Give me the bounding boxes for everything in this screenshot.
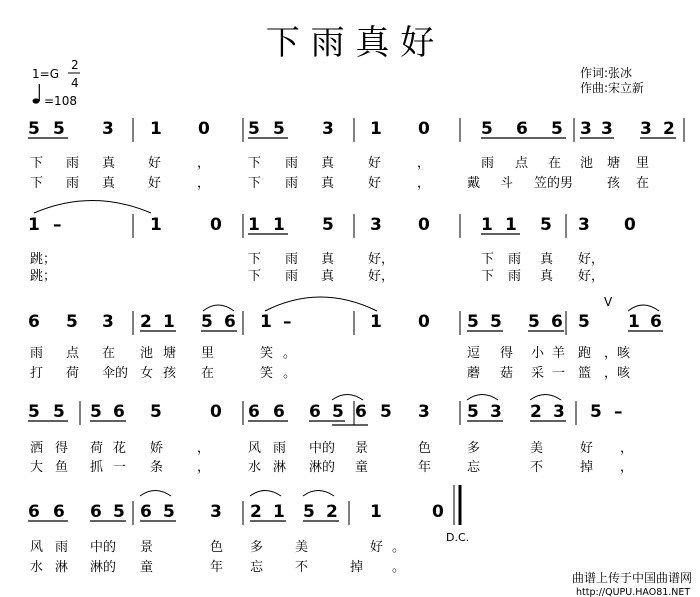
- note: 3: [578, 215, 590, 235]
- lyric: 雨: [481, 156, 495, 171]
- lyric: 色: [418, 441, 432, 456]
- lyric: 。: [392, 540, 406, 555]
- lyric: 下: [481, 269, 495, 284]
- note: 0: [210, 215, 222, 235]
- note: 5: [53, 119, 65, 139]
- lyrics-verse-1: [30, 155, 649, 171]
- lyrics-verse-1: [30, 440, 633, 456]
- slur: [140, 491, 171, 497]
- lyric: 淋: [55, 560, 69, 575]
- note: 6: [140, 502, 152, 522]
- note: 5: [163, 502, 175, 522]
- note: 0: [418, 119, 430, 139]
- lyric: 真: [102, 156, 116, 171]
- lyric: 景: [140, 540, 154, 555]
- slur: [467, 395, 498, 401]
- note: 6: [224, 312, 236, 332]
- lyric: 塘: [163, 346, 177, 361]
- note: 6: [355, 402, 367, 422]
- note: 5: [467, 402, 479, 422]
- tie: [34, 201, 151, 214]
- note: 5: [528, 312, 540, 332]
- source-url: http://QUPU.HAO81.NET: [576, 587, 691, 597]
- time-signature-bottom: 4: [71, 76, 79, 90]
- lyric: 里: [201, 346, 215, 361]
- note: 1: [273, 502, 285, 522]
- lyric: 下: [248, 269, 262, 284]
- lyric: 下: [481, 252, 495, 267]
- note: 5: [578, 312, 590, 332]
- lyric: 戴: [467, 176, 481, 191]
- lyric: 真: [321, 176, 335, 191]
- note: 0: [198, 119, 210, 139]
- note: 5: [332, 402, 344, 422]
- lyric: 菇: [500, 366, 514, 381]
- lyric: 蘑: [467, 366, 481, 381]
- tie: [265, 297, 377, 311]
- lyric: 孩: [607, 176, 621, 191]
- note: 6: [650, 312, 662, 332]
- lyric: 逗: [467, 346, 481, 361]
- note: 5: [303, 502, 315, 522]
- note: 5: [248, 119, 260, 139]
- lyrics-verse-1: [30, 252, 604, 267]
- note: 5: [53, 402, 65, 422]
- lyric: 采: [531, 366, 545, 381]
- note: 5: [28, 402, 40, 422]
- lyric: 好，: [368, 252, 395, 267]
- system-4: [28, 395, 633, 476]
- slur: [628, 305, 659, 311]
- lyrics-verse-1: [30, 539, 405, 555]
- lyric: 真: [321, 269, 335, 284]
- lyric: ，: [620, 460, 634, 475]
- lyric: 伞的: [102, 366, 129, 381]
- lyric: 下: [248, 252, 262, 267]
- lyric: ，咳: [604, 346, 631, 361]
- lyric: 笑: [260, 346, 274, 361]
- lyric: 多: [250, 540, 264, 555]
- note: 1: [248, 215, 260, 235]
- lyric: 雨: [66, 156, 80, 171]
- lyric: 淋的: [309, 460, 336, 475]
- lyric: 池: [580, 156, 594, 171]
- lyric: 。: [283, 366, 297, 381]
- note: 0: [624, 215, 636, 235]
- lyric: 抓: [90, 460, 104, 475]
- note: 5: [467, 312, 479, 332]
- note: 1: [150, 119, 162, 139]
- lyric: 不: [530, 460, 544, 475]
- lyric: 风: [248, 441, 262, 456]
- lyric: 真: [321, 252, 335, 267]
- note: 3: [490, 402, 502, 422]
- note: 0: [432, 502, 444, 522]
- lyric: 斗: [500, 176, 514, 191]
- lyric: 娇: [150, 441, 164, 456]
- note: 5: [150, 402, 162, 422]
- lyric: ，: [417, 176, 431, 191]
- lyric: 童: [140, 560, 154, 575]
- note: 3: [580, 119, 592, 139]
- lyric: 跑: [578, 346, 592, 361]
- lyric: 洒: [30, 441, 44, 456]
- lyric: 雨: [273, 441, 287, 456]
- lyric: 多: [467, 441, 481, 456]
- lyric: 真: [102, 176, 116, 191]
- lyric: 好: [370, 540, 384, 555]
- song-title: 下 雨 真 好: [265, 23, 435, 63]
- note: 5: [90, 402, 102, 422]
- note: 5: [66, 312, 78, 332]
- note: 3: [102, 119, 114, 139]
- lyric: 雨: [285, 252, 299, 267]
- note: 5: [590, 402, 602, 422]
- lyric: 好，: [578, 252, 605, 267]
- lyric: 条: [150, 460, 164, 475]
- lyric: 下: [30, 156, 44, 171]
- lyric: 雨: [508, 252, 522, 267]
- lyric: ，: [197, 441, 211, 456]
- time-signature-top: 2: [71, 58, 79, 72]
- note: 5: [551, 119, 563, 139]
- note: 6: [28, 312, 40, 332]
- lyric: 跳；: [30, 269, 57, 284]
- lyric: 雨: [285, 156, 299, 171]
- lyric: 。: [283, 346, 297, 361]
- lyric: 好: [368, 176, 382, 191]
- note: 1: [628, 312, 640, 332]
- note: 1: [505, 215, 517, 235]
- lyric: 雨: [55, 540, 69, 555]
- note: 1: [28, 215, 40, 235]
- barlines: [133, 485, 460, 525]
- note: –: [614, 402, 623, 422]
- lyricist: 作词:张冰: [580, 66, 633, 80]
- note: 5: [380, 402, 392, 422]
- note: 3: [601, 119, 613, 139]
- lyric: 忘: [467, 460, 481, 475]
- lyric: 在: [548, 156, 562, 171]
- lyric: 不: [295, 560, 309, 575]
- note: 5: [322, 215, 334, 235]
- lyric: 雨: [30, 346, 44, 361]
- system-1: [28, 118, 684, 191]
- lyric: 池: [140, 346, 154, 361]
- lyric: 掉: [580, 460, 594, 475]
- note: 6: [309, 402, 321, 422]
- lyric: 忘: [250, 560, 264, 575]
- note: 6: [90, 502, 102, 522]
- note: 1: [273, 215, 285, 235]
- lyric: 笠的男: [534, 176, 574, 191]
- lyric: 女: [140, 366, 154, 381]
- note: 0: [418, 312, 430, 332]
- lyric: 雨: [508, 269, 522, 284]
- lyric: 里: [636, 156, 650, 171]
- lyric: 童: [355, 460, 369, 475]
- lyric: 。: [392, 560, 406, 575]
- source-credit: 曲谱上传于中国曲谱网: [572, 571, 693, 585]
- note: 5: [273, 119, 285, 139]
- note: 6: [551, 312, 563, 332]
- lyric: 好，: [578, 269, 605, 284]
- slur: [303, 491, 334, 497]
- lyric: ，: [417, 156, 431, 171]
- lyric: 荷: [90, 441, 104, 456]
- lyrics-verse-2: [30, 365, 631, 381]
- system-2: [28, 201, 636, 285]
- lyric: 得: [55, 441, 69, 456]
- lyric: 打: [30, 366, 44, 381]
- lyric: 景: [355, 441, 369, 456]
- lyric: 雨: [285, 269, 299, 284]
- lyric: 鱼: [55, 460, 69, 475]
- lyric: 好，: [368, 269, 395, 284]
- note: 3: [640, 119, 652, 139]
- lyric: 在: [636, 176, 650, 191]
- note: 2: [326, 502, 338, 522]
- lyric: 风: [30, 540, 44, 555]
- note: 6: [516, 119, 528, 139]
- slur: [250, 491, 281, 497]
- lyric: 雨: [285, 176, 299, 191]
- lyric: 篮: [578, 366, 592, 381]
- lyric: 掉: [350, 560, 364, 575]
- quarter-note-icon: [33, 84, 40, 104]
- lyric: ，: [620, 441, 634, 456]
- lyrics-verse-2: [30, 559, 405, 575]
- lyric: 羊: [552, 346, 566, 361]
- note: 3: [210, 502, 222, 522]
- note: 1: [163, 312, 175, 332]
- note: 6: [248, 402, 260, 422]
- lyric: ，咳: [604, 366, 631, 381]
- lyric: 水: [248, 460, 262, 475]
- lyric: ，: [197, 176, 211, 191]
- slur: [332, 395, 363, 401]
- note: 5: [113, 502, 125, 522]
- note: 2: [530, 402, 542, 422]
- breath-mark: V: [604, 295, 613, 309]
- lyric: 在: [102, 346, 116, 361]
- lyrics-verse-1: [30, 345, 631, 361]
- note: 6: [28, 502, 40, 522]
- lyric: 塘: [607, 156, 621, 171]
- lyric: 真: [321, 156, 335, 171]
- lyric: 真: [540, 269, 554, 284]
- key-signature: 1=G: [32, 67, 59, 81]
- lyric: 大: [30, 460, 44, 475]
- lyric: 得: [500, 346, 514, 361]
- note: 1: [150, 215, 162, 235]
- slur: [530, 395, 561, 401]
- lyric: 笑: [260, 366, 274, 381]
- lyric: 一: [113, 460, 127, 475]
- lyric: 下: [30, 176, 44, 191]
- note: 3: [553, 402, 565, 422]
- lyric: 点: [66, 346, 80, 361]
- lyric: 好: [148, 156, 162, 171]
- lyric: 下: [248, 176, 262, 191]
- lyric: 雨: [66, 176, 80, 191]
- note: 6: [53, 502, 65, 522]
- note: 5: [490, 312, 502, 332]
- composer: 作曲:宋立新: [580, 81, 645, 95]
- lyric: 小: [531, 346, 545, 361]
- system-5: [28, 485, 469, 575]
- lyric: 好: [580, 441, 594, 456]
- note: 0: [418, 215, 430, 235]
- note: 1: [481, 215, 493, 235]
- lyric: 真: [540, 252, 554, 267]
- dc-mark: D.C.: [446, 531, 470, 544]
- note: 2: [663, 119, 675, 139]
- lyric: ，: [197, 156, 211, 171]
- lyric: 水: [30, 560, 44, 575]
- lyric: 美: [530, 441, 544, 456]
- note: 1: [260, 312, 272, 332]
- note: –: [283, 312, 292, 332]
- lyric: 花: [113, 441, 127, 456]
- tempo-marking: =108: [44, 94, 77, 108]
- note: 5: [28, 119, 40, 139]
- lyric: 孩: [163, 366, 177, 381]
- underlines: [28, 421, 566, 425]
- note: 1: [370, 312, 382, 332]
- lyric: 年: [210, 560, 224, 575]
- note: 0: [210, 402, 222, 422]
- lyric: 荷: [66, 366, 80, 381]
- lyric: 好: [368, 156, 382, 171]
- note: 5: [540, 215, 552, 235]
- lyric: 色: [210, 540, 224, 555]
- lyric: 跳；: [30, 252, 57, 267]
- lyric: 一: [552, 366, 566, 381]
- note: 6: [113, 402, 125, 422]
- lyric: 在: [201, 366, 215, 381]
- lyric: 下: [248, 156, 262, 171]
- lyric: 美: [295, 540, 309, 555]
- lyric: 中的: [309, 441, 336, 456]
- note: 2: [250, 502, 262, 522]
- note: 3: [370, 215, 382, 235]
- note: 2: [140, 312, 152, 332]
- note: 1: [370, 119, 382, 139]
- note: –: [53, 215, 62, 235]
- lyrics-verse-2: [30, 269, 604, 284]
- lyrics-verse-2: [30, 175, 649, 191]
- note: 3: [102, 312, 114, 332]
- lyric: 年: [418, 460, 432, 475]
- lyric: 好: [148, 176, 162, 191]
- note: 3: [322, 119, 334, 139]
- slur: [203, 305, 234, 311]
- note: 5: [201, 312, 213, 332]
- note: 3: [418, 402, 430, 422]
- lyric: ，: [197, 460, 211, 475]
- lyric: 淋的: [90, 560, 117, 575]
- lyrics-verse-2: [30, 459, 633, 475]
- lyric: 点: [515, 156, 529, 171]
- lyric: 淋: [273, 460, 287, 475]
- note: 6: [273, 402, 285, 422]
- lyric: 中的: [90, 540, 117, 555]
- note: 1: [370, 502, 382, 522]
- system-3: [28, 295, 663, 381]
- note: 5: [481, 119, 493, 139]
